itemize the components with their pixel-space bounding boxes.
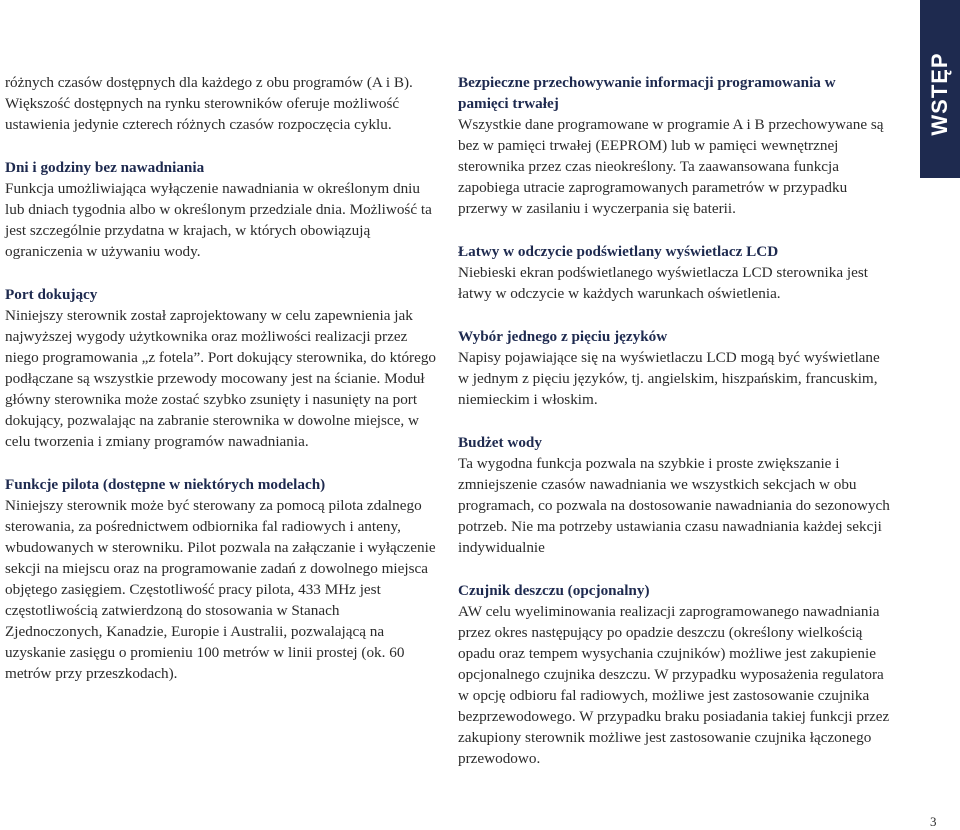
section-body: Wszystkie dane programowane w programie A i B przechowywane są bez w pamięci trwałej (EEPROM) lub w pamięci wewnętrznej sterownika przez czas nieokreślony. Ta zaawansowana funkcja zapobiega utracie zaprogramowanych parametrów w przypadku przerwy w zasilaniu i wyczerpania się baterii.: [458, 116, 884, 217]
section-body: Niniejszy sterownik może być sterowany za pomocą pilota zdalnego sterowania, za pośrednictwem odbiornika fal radiowych i anteny, wbudowanych w sterowniku. Pilot pozwala na załączanie i wyłączenie sekcji na miejscu oraz na programowanie zadań z dowolnego miejsca objętego zasięgiem. Częstotliwość pracy pilota, 433 MHz jest częstotliwością zatwierdzoną do stosowania w Stanach Zjednoczonych, Kanadzie, Europie i Australii, pozwalającą na uzyskanie zasięgu o promieniu 100 metrów w linii prostej (ok. 60 metrów przy przeszkodach).: [5, 497, 436, 682]
section-rain-sensor: [458, 580, 890, 769]
section-docking-port: [5, 284, 437, 452]
page-number: 3: [930, 814, 937, 829]
section-no-watering-days: [5, 157, 437, 262]
section-heading: Czujnik deszczu (opcjonalny): [458, 582, 650, 599]
section-body: Funkcja umożliwiająca wyłączenie nawadniania w określonym dniu lub dniach tygodnia albo w określonym przedziale dnia. Możliwość ta jest szczególnie przydatna w krajach, w których obowiązują ograniczenia w używaniu wody.: [5, 180, 432, 260]
section-heading: Dni i godziny bez nawadniania: [5, 159, 205, 176]
left-column: [5, 72, 437, 706]
section-nonvolatile-memory: [458, 72, 890, 219]
section-languages: [458, 326, 890, 410]
section-body: Ta wygodna funkcja pozwala na szybkie i proste zwiększanie i zmniejszenie czasów nawadniania we wszystkich sekcjach w obu programach, co pozwala na dostosowanie nawadniania do sezonowych potrzeb. Nie ma potrzeby ustawiania czasu nawadniania każdej sekcji indywidualnie: [458, 455, 890, 556]
section-body: AW celu wyeliminowania realizacji zaprogramowanego nawadniania przez okres następujący po opadzie deszczu (określony wielkością opadu oraz tempem wysychania czujników) możliwe jest zakupienie opcjonalnego czujnika deszczu. W przypadku wyposażenia regulatora w opcję odbioru fal radiowych, możliwe jest zastosowanie czujnika bezprzewodowego. W przypadku braku posiadania takiej funkcji przez zakupiony sterownik możliwe jest zastosowanie czujnika łączonego przewodowo.: [458, 603, 890, 767]
section-tab: [920, 0, 960, 178]
section-heading: Port dokujący: [5, 286, 98, 303]
section-body: Niebieski ekran podświetlanego wyświetlacza LCD sterownika jest łatwy w odczycie w każdych warunkach oświetlenia.: [458, 264, 868, 302]
section-heading: Łatwy w odczycie podświetlany wyświetlacz LCD: [458, 243, 779, 260]
section-lcd-display: [458, 241, 890, 304]
section-heading: Wybór jednego z pięciu języków: [458, 328, 668, 345]
section-tab-label: WSTĘP: [927, 52, 952, 136]
section-body: Napisy pojawiające się na wyświetlaczu LCD mogą być wyświetlane w jednym z pięciu języków, tj. angielskim, hiszpańskim, francuskim, niemieckim i włoskim.: [458, 349, 880, 408]
intro-paragraph: różnych czasów dostępnych dla każdego z obu programów (A i B). Większość dostępnych na rynku sterowników oferuje możliwość ustawienia jedynie czterech różnych czasów rozpoczęcia cyklu.: [5, 74, 413, 133]
section-body: Niniejszy sterownik został zaprojektowany w celu zapewnienia jak najwyższej wygody użytkownika oraz możliwości realizacji przez niego programowania „z fotela”. Port dokujący sterownika, do którego podłączane są wszystkie przewody mocowany jest na ścianie. Moduł główny sterownika może zostać szybko zsunięty i nasunięty na port dokujący, pozwalając na zabranie sterownika w dowolne miejsce, w celu tworzenia i zmiany programów nawadniania.: [5, 307, 437, 450]
right-column: [458, 72, 890, 791]
intro-section: [5, 72, 437, 135]
section-heading: Budżet wody: [458, 434, 542, 451]
section-heading: Bezpieczne przechowywanie informacji programowania w pamięci trwałej: [458, 74, 836, 112]
section-heading: Funkcje pilota (dostępne w niektórych modelach): [5, 476, 326, 493]
section-water-budget: [458, 432, 890, 558]
section-remote-control: [5, 474, 437, 684]
